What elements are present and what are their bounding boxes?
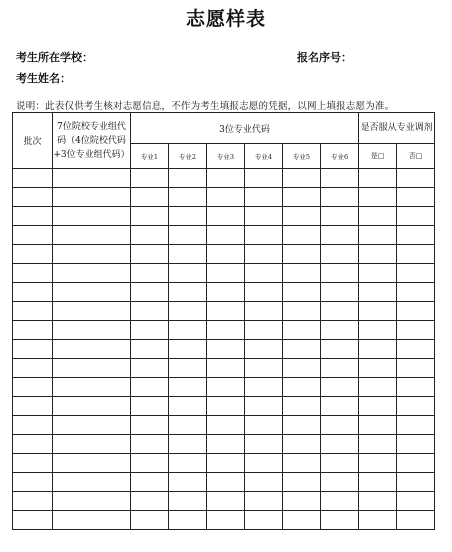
table-cell[interactable] <box>169 359 207 378</box>
table-cell[interactable] <box>131 435 169 454</box>
table-cell[interactable] <box>13 169 53 188</box>
table-cell[interactable] <box>397 169 435 188</box>
table-cell[interactable] <box>397 378 435 397</box>
table-cell[interactable] <box>53 321 131 340</box>
table-cell[interactable] <box>321 283 359 302</box>
table-row <box>13 245 435 264</box>
table-cell[interactable] <box>13 359 53 378</box>
group-code-header: 7位院校专业组代码（4位院校代码+3位专业组代码） <box>53 113 131 169</box>
table-cell[interactable] <box>283 435 321 454</box>
table-cell[interactable] <box>397 302 435 321</box>
table-cell[interactable] <box>207 245 245 264</box>
table-row <box>13 283 435 302</box>
table-cell[interactable] <box>13 302 53 321</box>
header-row-1 <box>13 113 435 144</box>
adjust-no-checkbox[interactable]: 否□ <box>397 144 435 169</box>
table-cell[interactable] <box>283 473 321 492</box>
table-cell[interactable] <box>359 435 397 454</box>
table-cell[interactable] <box>13 283 53 302</box>
page-title: 志愿样表 <box>185 8 266 30</box>
table-cell[interactable] <box>169 435 207 454</box>
table-cell[interactable] <box>169 245 207 264</box>
major-4-header: 专业4 <box>245 144 283 169</box>
table-cell[interactable] <box>53 283 131 302</box>
table-cell[interactable] <box>397 226 435 245</box>
table-cell[interactable] <box>13 226 53 245</box>
table-cell[interactable] <box>53 226 131 245</box>
table-cell[interactable] <box>321 226 359 245</box>
table-cell[interactable] <box>283 378 321 397</box>
table-cell[interactable] <box>321 302 359 321</box>
school-field-label: 考生所在学校： <box>16 51 93 64</box>
table-cell[interactable] <box>131 245 169 264</box>
table-cell[interactable] <box>207 416 245 435</box>
table-cell[interactable] <box>283 397 321 416</box>
table-cell[interactable] <box>53 340 131 359</box>
table-row <box>13 264 435 283</box>
table-cell[interactable] <box>245 245 283 264</box>
table-cell[interactable] <box>359 359 397 378</box>
table-cell[interactable] <box>321 416 359 435</box>
table-cell[interactable] <box>169 169 207 188</box>
table-cell[interactable] <box>53 264 131 283</box>
table-cell[interactable] <box>13 416 53 435</box>
major-5-header: 专业5 <box>283 144 321 169</box>
table-cell[interactable] <box>397 188 435 207</box>
table-cell[interactable] <box>245 264 283 283</box>
table-cell[interactable] <box>245 416 283 435</box>
major-2-header: 专业2 <box>169 144 207 169</box>
table-cell[interactable] <box>53 207 131 226</box>
table-cell[interactable] <box>321 492 359 511</box>
table-cell[interactable] <box>207 207 245 226</box>
table-row <box>13 397 435 416</box>
table-row <box>13 169 435 188</box>
table-cell[interactable] <box>321 188 359 207</box>
table-cell[interactable] <box>283 340 321 359</box>
table-cell[interactable] <box>13 188 53 207</box>
table-cell[interactable] <box>245 378 283 397</box>
table-cell[interactable] <box>207 283 245 302</box>
batch-header: 批次 <box>13 113 53 169</box>
table-cell[interactable] <box>207 378 245 397</box>
table-cell[interactable] <box>131 416 169 435</box>
table-row <box>13 359 435 378</box>
table-cell[interactable] <box>53 435 131 454</box>
adjust-yes-checkbox[interactable]: 是□ <box>359 144 397 169</box>
table-cell[interactable] <box>53 492 131 511</box>
table-cell[interactable] <box>53 245 131 264</box>
table-cell[interactable] <box>131 378 169 397</box>
table-cell[interactable] <box>207 473 245 492</box>
table-cell[interactable] <box>53 454 131 473</box>
table-cell[interactable] <box>245 473 283 492</box>
table-cell[interactable] <box>359 511 397 530</box>
table-cell[interactable] <box>245 321 283 340</box>
table-cell[interactable] <box>397 492 435 511</box>
table-cell[interactable] <box>207 321 245 340</box>
major-1-header: 专业1 <box>131 144 169 169</box>
table-cell[interactable] <box>245 397 283 416</box>
table-cell[interactable] <box>13 454 53 473</box>
table-cell[interactable] <box>397 283 435 302</box>
table-cell[interactable] <box>359 416 397 435</box>
table-cell[interactable] <box>13 264 53 283</box>
major-3-header: 专业3 <box>207 144 245 169</box>
table-cell[interactable] <box>283 416 321 435</box>
table-cell[interactable] <box>397 397 435 416</box>
table-cell[interactable] <box>53 416 131 435</box>
major-6-header: 专业6 <box>321 144 359 169</box>
table-cell[interactable] <box>283 264 321 283</box>
adjustment-header: 是否服从专业调剂 <box>359 113 435 144</box>
table-cell[interactable] <box>169 264 207 283</box>
table-cell[interactable] <box>13 207 53 226</box>
table-row <box>13 340 435 359</box>
application-form-table <box>12 112 435 530</box>
table-cell[interactable] <box>245 169 283 188</box>
table-cell[interactable] <box>397 359 435 378</box>
instructions-note: 说明：此表仅供考生核对志愿信息，不作为考生填报志愿的凭据，以网上填报志愿为准。 <box>16 101 395 112</box>
table-cell[interactable] <box>207 454 245 473</box>
table-cell[interactable] <box>13 473 53 492</box>
table-cell[interactable] <box>169 416 207 435</box>
table-cell[interactable] <box>53 378 131 397</box>
table-cell[interactable] <box>321 378 359 397</box>
table-cell[interactable] <box>359 302 397 321</box>
table-cell[interactable] <box>207 188 245 207</box>
table-cell[interactable] <box>245 226 283 245</box>
table-cell[interactable] <box>207 302 245 321</box>
table-cell[interactable] <box>321 511 359 530</box>
table-cell[interactable] <box>321 245 359 264</box>
table-cell[interactable] <box>359 264 397 283</box>
table-cell[interactable] <box>245 340 283 359</box>
table-cell[interactable] <box>245 188 283 207</box>
table-cell[interactable] <box>283 302 321 321</box>
table-cell[interactable] <box>397 473 435 492</box>
table-row <box>13 302 435 321</box>
table-row <box>13 188 435 207</box>
table-cell[interactable] <box>245 454 283 473</box>
table-cell[interactable] <box>13 435 53 454</box>
table-cell[interactable] <box>321 207 359 226</box>
table-cell[interactable] <box>359 492 397 511</box>
table-cell[interactable] <box>397 511 435 530</box>
table-cell[interactable] <box>359 207 397 226</box>
table-cell[interactable] <box>283 283 321 302</box>
table-cell[interactable] <box>283 454 321 473</box>
table-cell[interactable] <box>53 188 131 207</box>
table-cell[interactable] <box>53 397 131 416</box>
table-cell[interactable] <box>207 359 245 378</box>
table-cell[interactable] <box>131 511 169 530</box>
table-cell[interactable] <box>359 340 397 359</box>
table-cell[interactable] <box>359 397 397 416</box>
table-cell[interactable] <box>131 188 169 207</box>
table-cell[interactable] <box>207 264 245 283</box>
table-cell[interactable] <box>131 492 169 511</box>
table-cell[interactable] <box>283 188 321 207</box>
table-cell[interactable] <box>245 435 283 454</box>
table-cell[interactable] <box>207 397 245 416</box>
table-cell[interactable] <box>359 226 397 245</box>
table-cell[interactable] <box>283 511 321 530</box>
table-cell[interactable] <box>53 302 131 321</box>
table-cell[interactable] <box>53 169 131 188</box>
table-cell[interactable] <box>321 435 359 454</box>
table-cell[interactable] <box>321 359 359 378</box>
table-cell[interactable] <box>207 169 245 188</box>
table-cell[interactable] <box>207 435 245 454</box>
table-cell[interactable] <box>131 359 169 378</box>
table-cell[interactable] <box>131 473 169 492</box>
table-cell[interactable] <box>169 378 207 397</box>
table-cell[interactable] <box>245 492 283 511</box>
table-cell[interactable] <box>13 492 53 511</box>
table-cell[interactable] <box>245 302 283 321</box>
registration-number-label: 报名序号： <box>297 51 352 64</box>
table-cell[interactable] <box>321 169 359 188</box>
table-cell[interactable] <box>13 245 53 264</box>
table-cell[interactable] <box>131 226 169 245</box>
table-row <box>13 511 435 530</box>
table-cell[interactable] <box>169 454 207 473</box>
table-cell[interactable] <box>397 207 435 226</box>
table-cell[interactable] <box>13 340 53 359</box>
table-row <box>13 207 435 226</box>
table-cell[interactable] <box>207 340 245 359</box>
table-cell[interactable] <box>13 511 53 530</box>
table-cell[interactable] <box>207 226 245 245</box>
table-cell[interactable] <box>321 454 359 473</box>
table-cell[interactable] <box>359 473 397 492</box>
table-cell[interactable] <box>245 511 283 530</box>
table-row <box>13 454 435 473</box>
table-cell[interactable] <box>359 283 397 302</box>
table-cell[interactable] <box>359 321 397 340</box>
table-cell[interactable] <box>169 302 207 321</box>
table-cell[interactable] <box>207 492 245 511</box>
table-cell[interactable] <box>131 340 169 359</box>
table-cell[interactable] <box>397 454 435 473</box>
table-row <box>13 378 435 397</box>
table-cell[interactable] <box>245 207 283 226</box>
table-cell[interactable] <box>169 340 207 359</box>
table-cell[interactable] <box>169 397 207 416</box>
table-cell[interactable] <box>169 188 207 207</box>
table-cell[interactable] <box>359 169 397 188</box>
table-cell[interactable] <box>245 359 283 378</box>
table-cell[interactable] <box>397 435 435 454</box>
table-cell[interactable] <box>321 340 359 359</box>
table-cell[interactable] <box>321 321 359 340</box>
table-cell[interactable] <box>131 321 169 340</box>
table-cell[interactable] <box>397 340 435 359</box>
table-cell[interactable] <box>53 359 131 378</box>
table-cell[interactable] <box>321 264 359 283</box>
table-cell[interactable] <box>131 207 169 226</box>
table-cell[interactable] <box>283 245 321 264</box>
table-cell[interactable] <box>359 188 397 207</box>
table-row <box>13 321 435 340</box>
table-cell[interactable] <box>131 397 169 416</box>
table-row <box>13 435 435 454</box>
table-cell[interactable] <box>245 283 283 302</box>
table-cell[interactable] <box>131 264 169 283</box>
table-cell[interactable] <box>53 511 131 530</box>
table-cell[interactable] <box>359 245 397 264</box>
table-cell[interactable] <box>207 511 245 530</box>
table-cell[interactable] <box>131 169 169 188</box>
table-cell[interactable] <box>169 511 207 530</box>
table-cell[interactable] <box>131 454 169 473</box>
table-cell[interactable] <box>397 416 435 435</box>
table-cell[interactable] <box>169 283 207 302</box>
table-cell[interactable] <box>53 473 131 492</box>
table-cell[interactable] <box>397 245 435 264</box>
table-cell[interactable] <box>169 492 207 511</box>
table-cell[interactable] <box>13 321 53 340</box>
table-cell[interactable] <box>13 378 53 397</box>
table-cell[interactable] <box>169 321 207 340</box>
table-cell[interactable] <box>169 226 207 245</box>
table-cell[interactable] <box>169 207 207 226</box>
table-cell[interactable] <box>283 321 321 340</box>
table-cell[interactable] <box>283 226 321 245</box>
table-cell[interactable] <box>283 359 321 378</box>
table-row <box>13 416 435 435</box>
table-cell[interactable] <box>169 473 207 492</box>
table-cell[interactable] <box>283 492 321 511</box>
table-cell[interactable] <box>283 169 321 188</box>
table-cell[interactable] <box>131 283 169 302</box>
table-row <box>13 226 435 245</box>
major-code-header: 3位专业代码 <box>131 113 359 144</box>
table-cell[interactable] <box>397 321 435 340</box>
candidate-name-label: 考生姓名： <box>16 72 71 85</box>
table-cell[interactable] <box>13 397 53 416</box>
table-cell[interactable] <box>359 378 397 397</box>
table-row <box>13 492 435 511</box>
table-row <box>13 473 435 492</box>
table-cell[interactable] <box>397 264 435 283</box>
table-cell[interactable] <box>283 207 321 226</box>
table-cell[interactable] <box>321 397 359 416</box>
table-cell[interactable] <box>359 454 397 473</box>
table-cell[interactable] <box>131 302 169 321</box>
table-cell[interactable] <box>321 473 359 492</box>
